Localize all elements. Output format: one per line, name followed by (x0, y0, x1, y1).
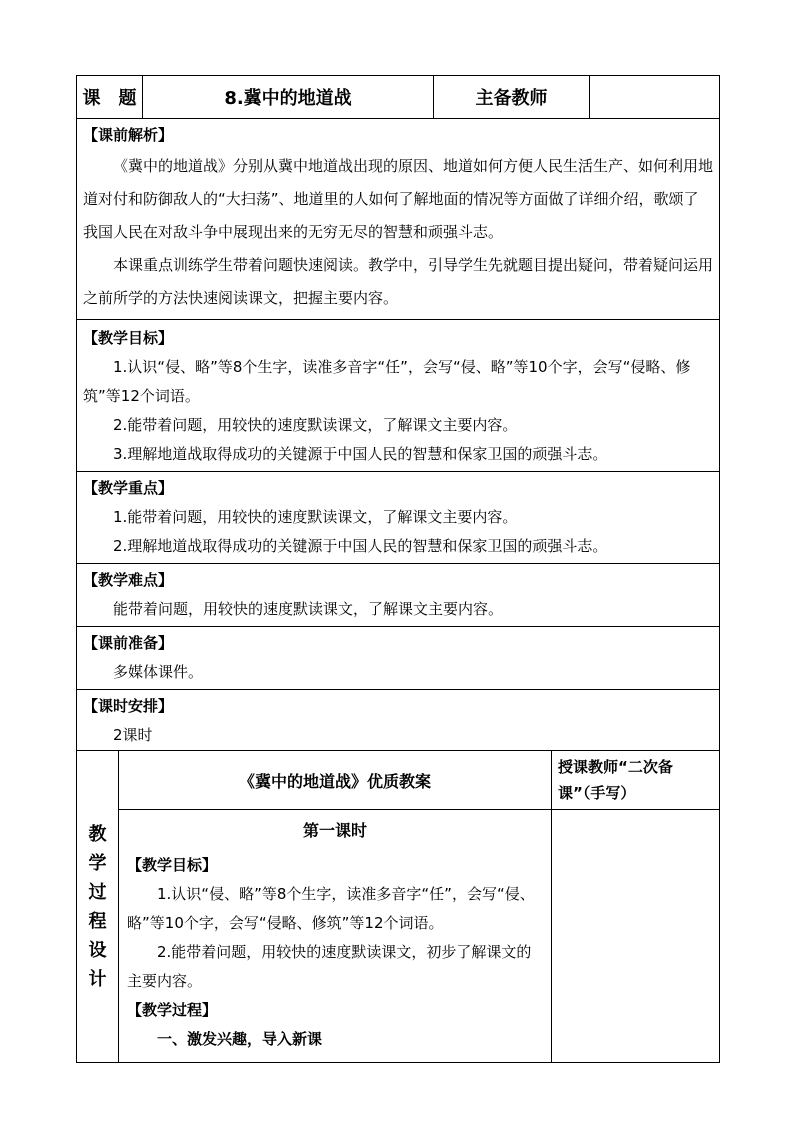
lesson-plan-page (76, 75, 719, 1063)
key-points-section (77, 472, 720, 564)
difficulty-text: 能带着问题，用较快的速度默读课文，了解课文主要内容。 (113, 600, 504, 618)
key-point-item: 2.理解地道战取得成功的关键源于中国人民的智慧和保家卫国的顽强斗志。 (113, 537, 608, 555)
process-step-item: 一、激发兴趣，导入新课 (157, 1030, 323, 1048)
goal-item: 3.理解地道战取得成功的关键源于中国人民的智慧和保家卫国的顽强斗志。 (113, 445, 608, 463)
notes-column[interactable] (552, 810, 720, 1063)
process-side-label (77, 751, 119, 1063)
notes-header: 授课教师“二次备课”（手写） (552, 751, 720, 810)
process-goals-title: 【教学目标】 (127, 856, 218, 874)
topic-label: 课 题 (77, 76, 143, 119)
schedule-section (77, 690, 720, 751)
teacher-value (590, 76, 720, 119)
lesson-title: 第一课时 (302, 821, 367, 840)
preparation-text: 多媒体课件。 (113, 663, 204, 681)
side-char: 教 (88, 823, 107, 845)
goals-section (77, 320, 720, 472)
process-goal-item: 1.认识“侵、略”等8个生字，读准多音字“任”，会写“侵、略”等10个字，会写“侵略、修筑”等12个词语。 (127, 885, 535, 932)
side-char: 计 (88, 968, 107, 990)
goal-item: 2.能带着问题，用较快的速度默读课文，了解课文主要内容。 (113, 416, 518, 434)
side-char: 过 (88, 881, 107, 903)
key-point-item: 1.能带着问题，用较快的速度默读课文，了解课文主要内容。 (113, 508, 518, 526)
analysis-row (77, 119, 720, 320)
analysis-title: 【课前解析】 (83, 126, 174, 144)
process-body (119, 810, 552, 1063)
goal-item: 1.认识“侵、略”等8个生字，读准多音字“任”，会写“侵、略”等10个字，会写“侵略、修筑”等12个词语。 (83, 358, 691, 405)
goals-title: 【教学目标】 (83, 329, 174, 347)
difficulty-section (77, 564, 720, 627)
schedule-row (77, 690, 720, 751)
preparation-row (77, 627, 720, 690)
preparation-title: 【课前准备】 (83, 634, 174, 652)
process-goal-item: 2.能带着问题，用较快的速度默读课文，初步了解课文的主要内容。 (127, 943, 532, 990)
goals-row (77, 320, 720, 472)
side-char: 程 (88, 910, 107, 932)
plan-title: 《冀中的地道战》优质教案 (119, 751, 552, 810)
analysis-paragraph-2: 本课重点训练学生带着问题快速阅读。教学中，引导学生先就题目提出疑问，带着疑问运用之前所学的方法快速阅读课文，把握主要内容。 (83, 256, 714, 307)
header-row (77, 76, 720, 119)
analysis-section (77, 119, 720, 320)
process-header-row (77, 751, 720, 810)
process-steps-title: 【教学过程】 (127, 1001, 218, 1019)
side-char: 设 (88, 939, 107, 961)
key-points-title: 【教学重点】 (83, 479, 174, 497)
difficulty-row (77, 564, 720, 627)
schedule-title: 【课时安排】 (83, 697, 174, 715)
preparation-section (77, 627, 720, 690)
lesson-plan-table (76, 75, 720, 1063)
key-points-row (77, 472, 720, 564)
topic-title: 8.冀中的地道战 (143, 76, 434, 119)
difficulty-title: 【教学难点】 (83, 571, 174, 589)
teacher-label: 主备教师 (434, 76, 590, 119)
schedule-text: 2课时 (113, 726, 153, 744)
analysis-paragraph-1: 《冀中的地道战》分别从冀中地道战出现的原因、地道如何方便人民生活生产、如何利用地道对付和防御敌人的“大扫荡”、地道里的人如何了解地面的情况等方面做了详细介绍，歌颂了我国人民在对敌斗争中展现出来的无穷无尽的智慧和顽强斗志。 (83, 157, 714, 241)
process-body-row (77, 810, 720, 1063)
side-char: 学 (88, 852, 107, 874)
